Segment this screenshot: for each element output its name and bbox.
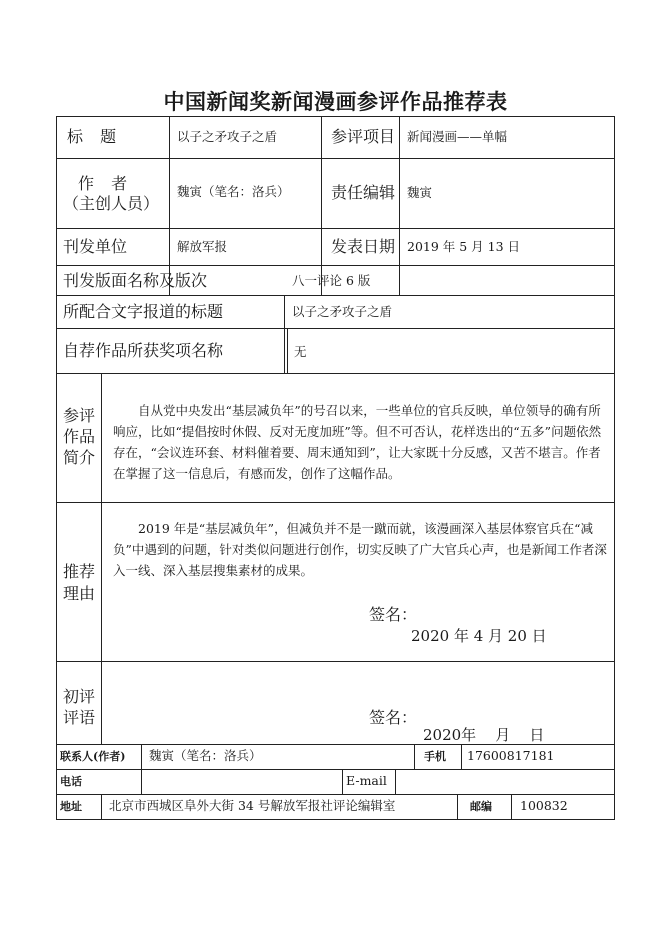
row-divider — [56, 228, 615, 229]
row-divider — [56, 661, 615, 662]
column-divider — [169, 116, 170, 295]
title-label: 标 题 — [67, 127, 123, 146]
postcode-label: 邮编 — [470, 800, 492, 813]
page-value: 八一评论 6 版 — [292, 273, 371, 288]
row-divider — [56, 769, 615, 770]
column-divider — [101, 794, 102, 819]
reason-label-line1: 推荐 — [63, 562, 96, 581]
review-signature-date: 2020年 月 日 — [423, 726, 545, 744]
date-label: 发表日期 — [331, 237, 396, 256]
reason-signature-date: 2020 年 4 月 20 日 — [411, 627, 547, 645]
row-divider — [56, 265, 615, 266]
editor-label: 责任编辑 — [331, 183, 396, 202]
column-divider — [414, 744, 415, 769]
intro-label-line2: 作品 — [63, 427, 96, 446]
column-divider — [395, 769, 396, 794]
intro-label-line1: 参评 — [63, 406, 96, 425]
column-divider — [101, 373, 102, 744]
recommendation-form-table — [56, 116, 615, 820]
column-divider — [287, 328, 288, 373]
column-divider — [399, 116, 400, 295]
column-divider — [141, 744, 142, 769]
row-divider — [56, 744, 615, 745]
awards-label: 自荐作品所获奖项名称 — [63, 341, 224, 360]
mobile-value: 17600817181 — [467, 748, 555, 763]
column-divider — [284, 295, 285, 373]
row-divider — [56, 373, 615, 374]
column-divider — [457, 794, 458, 819]
page-title: 中国新闻奖新闻漫画参评作品推荐表 — [163, 89, 508, 114]
author-label-sub: （主创人员） — [63, 194, 160, 213]
column-divider — [321, 116, 322, 295]
awards-value: 无 — [294, 344, 307, 359]
column-divider — [461, 744, 462, 769]
date-value: 2019 年 5 月 13 日 — [407, 239, 521, 254]
address-value: 北京市西城区阜外大街 34 号解放军报社评论编辑室 — [109, 798, 396, 813]
editor-value: 魏寅 — [407, 185, 433, 200]
row-divider — [56, 328, 615, 329]
column-divider — [141, 769, 142, 794]
table-border-left — [56, 116, 57, 820]
contact-value: 魏寅（笔名：洛兵） — [149, 748, 262, 763]
article-title-value: 以子之矛攻子之盾 — [292, 304, 393, 319]
page-label: 刊发版面名称及版次 — [63, 271, 208, 290]
email-label: E-mail — [346, 773, 387, 788]
publisher-value: 解放军报 — [177, 239, 228, 254]
row-divider — [56, 502, 615, 503]
postcode-value: 100832 — [520, 798, 568, 813]
table-border-top — [56, 116, 615, 117]
intro-text: 自从党中央发出“基层减负年”的号召以来，一些单位的官兵反映，单位领导的确有所响应，比如“提倡按时休假、反对无度加班”等。但不可否认，花样迭出的“五多”问题依然存在，“会议连环套、材料催着要、周末通知到”，让大家既十分反感，又苦不堪言。作者在掌握了这一信息后，有感而发，创作了这幅作品。 — [113, 403, 602, 481]
phone-label: 电话 — [60, 775, 82, 788]
author-value: 魏寅（笔名：洛兵） — [177, 184, 290, 199]
review-label-line1: 初评 — [63, 687, 96, 706]
article-title-label: 所配合文字报道的标题 — [63, 302, 224, 321]
publisher-label: 刊发单位 — [63, 237, 128, 256]
mobile-label: 手机 — [424, 750, 446, 763]
column-divider — [511, 794, 512, 819]
title-value: 以子之矛攻子之盾 — [177, 129, 278, 144]
address-label: 地址 — [60, 800, 82, 813]
column-divider — [342, 769, 343, 794]
table-border-bottom — [56, 819, 615, 820]
author-label: 作 者 — [78, 174, 134, 193]
reason-label-line2: 理由 — [63, 584, 96, 603]
contact-label: 联系人(作者) — [60, 750, 126, 763]
row-divider — [56, 295, 615, 296]
intro-label-line3: 简介 — [63, 448, 96, 467]
entry-item-value: 新闻漫画——单幅 — [407, 129, 508, 144]
row-divider — [56, 794, 615, 795]
table-border-right — [614, 116, 615, 820]
row-divider — [56, 158, 615, 159]
review-label-line2: 评语 — [63, 708, 96, 727]
reason-signature-label: 签名： — [369, 605, 418, 624]
reason-text: 2019 年是“基层减负年”，但减负并不是一蹴而就，该漫画深入基层体察官兵在“减负”中遇到的问题，针对类似问题进行创作，切实反映了广大官兵心声，也是新闻工作者深入一线、深入基层搜集素材的成果。 — [113, 521, 607, 578]
entry-item-label: 参评项目 — [331, 127, 396, 146]
review-signature-label: 签名： — [369, 708, 418, 727]
